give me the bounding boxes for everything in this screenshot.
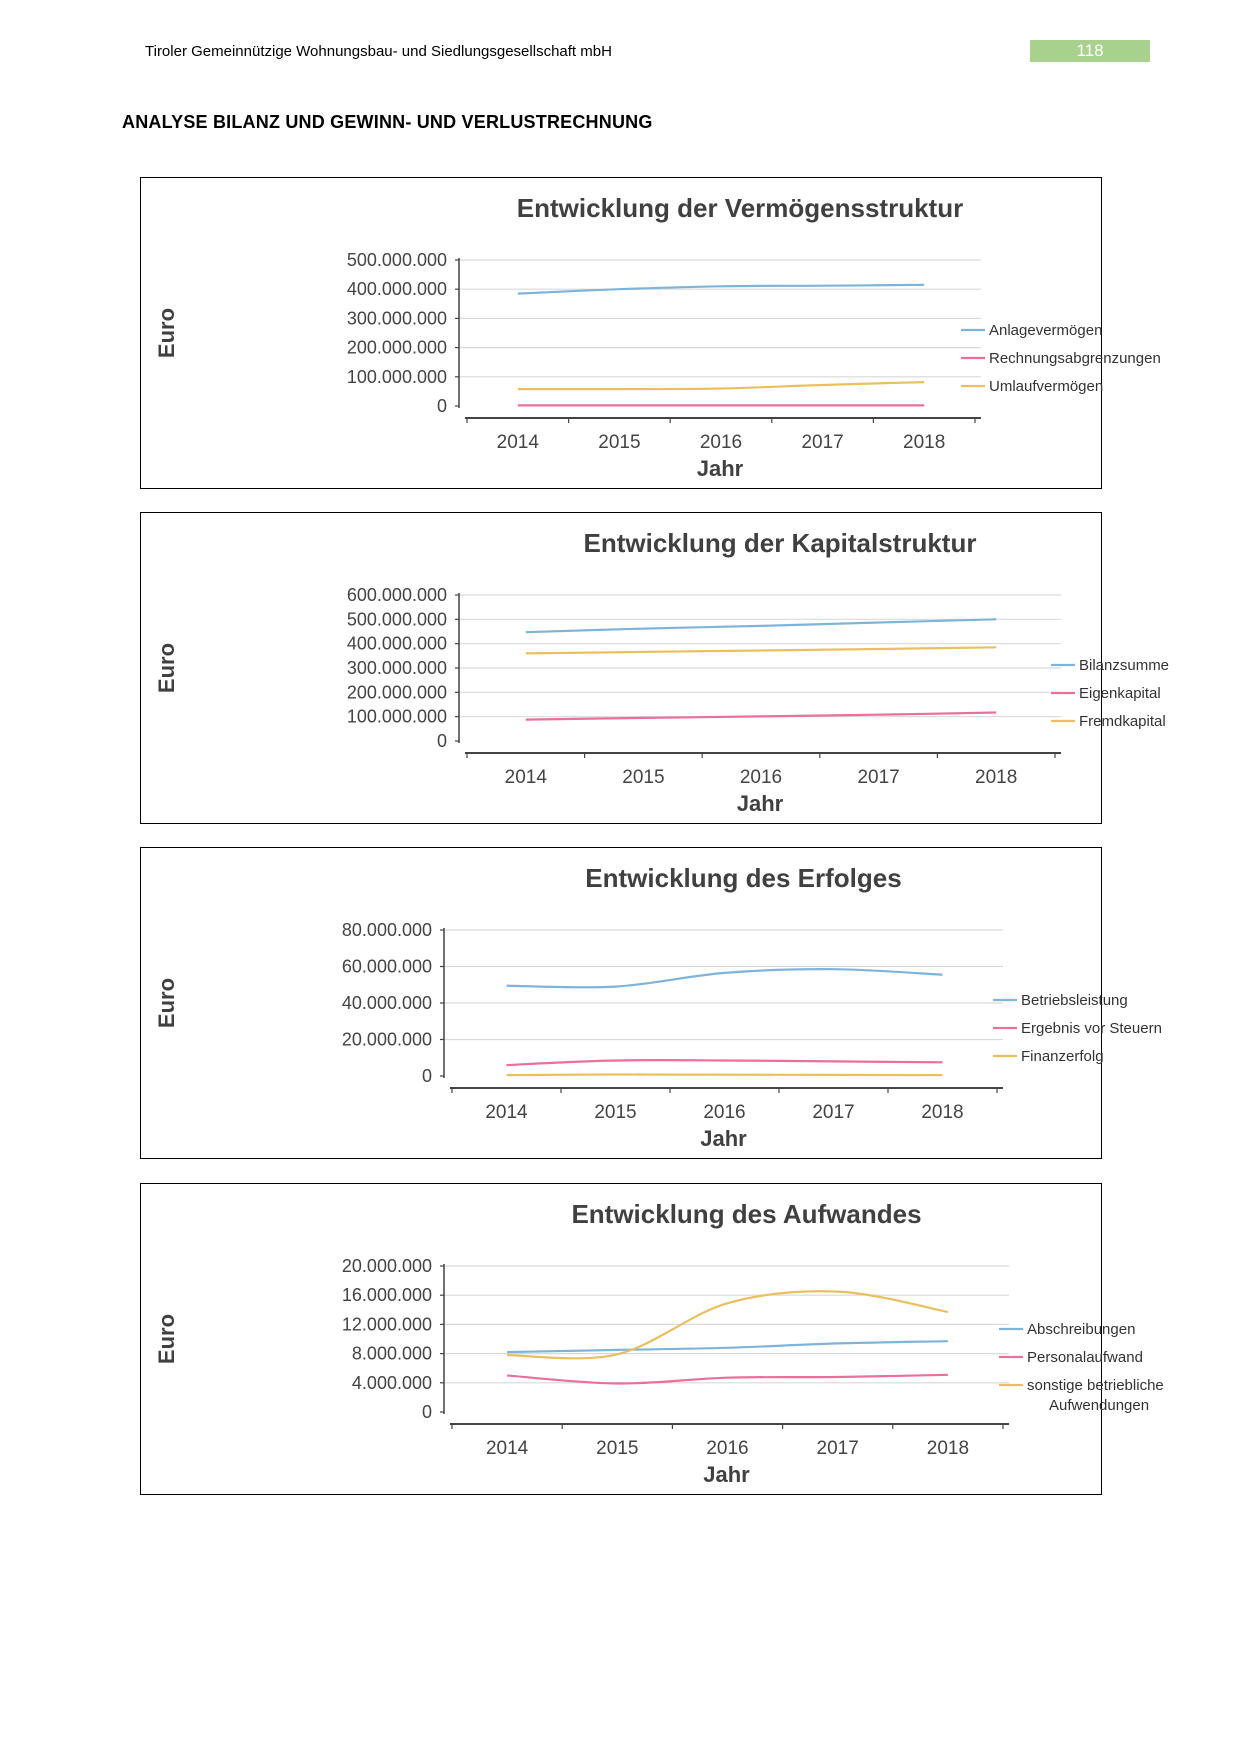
- legend-label: Eigenkapital: [1079, 685, 1161, 702]
- page-header: [145, 40, 1150, 64]
- y-tick-label: 60.000.000: [341, 956, 432, 977]
- x-tick-label: 2015: [598, 432, 641, 453]
- chart-frame-aufwand: [140, 1183, 1164, 1495]
- legend-label: Rechnungsabgrenzungen: [989, 350, 1161, 367]
- y-tick-label: 12.000.000: [341, 1314, 432, 1335]
- series-line-2: [507, 1060, 943, 1065]
- y-axis-label: Euro: [154, 307, 179, 359]
- y-tick-label: 500.000.000: [346, 250, 447, 270]
- section-heading: ANALYSE BILANZ UND GEWINN- UND VERLUSTRECHNUNG: [122, 112, 653, 132]
- y-axis-label: Euro: [154, 1313, 179, 1365]
- y-tick-label: 80.000.000: [341, 920, 432, 940]
- legend-label: Ergebnis vor Steuern: [1021, 1020, 1162, 1037]
- x-tick-label: 2016: [739, 767, 783, 788]
- x-tick-label: 2017: [801, 432, 844, 453]
- y-tick-label: 0: [421, 1402, 432, 1422]
- y-tick-label: 20.000.000: [341, 1029, 432, 1050]
- y-tick-label: 20.000.000: [341, 1256, 432, 1276]
- x-tick-label: 2018: [926, 1438, 970, 1459]
- y-tick-label: 4.000.000: [351, 1372, 432, 1393]
- y-tick-label: 400.000.000: [346, 633, 447, 654]
- chart-title: Entwicklung der Vermögensstruktur: [516, 193, 964, 223]
- legend-label: Personalaufwand: [1027, 1349, 1143, 1366]
- y-axis-label: Euro: [154, 977, 179, 1029]
- series-line-3: [507, 1075, 943, 1076]
- y-tick-label: 200.000.000: [346, 337, 447, 358]
- chart-svg: [141, 1184, 1164, 1496]
- x-tick-label: 2016: [706, 1438, 749, 1459]
- series-line-1: [507, 1341, 948, 1352]
- legend-label: Betriebsleistung: [1021, 992, 1128, 1009]
- x-tick-label: 2018: [975, 767, 1018, 788]
- y-tick-label: 8.000.000: [351, 1343, 432, 1364]
- chart-frame-kapitalstruktur: [140, 512, 1170, 824]
- chart-title: Entwicklung des Aufwandes: [571, 1199, 922, 1229]
- y-tick-label: 16.000.000: [341, 1285, 432, 1306]
- chart-svg: [141, 178, 1161, 490]
- x-tick-label: 2018: [921, 1102, 964, 1123]
- x-tick-label: 2014: [496, 432, 539, 453]
- chart-frame-erfolg: [140, 847, 1162, 1159]
- x-tick-label: 2014: [485, 1102, 528, 1123]
- header-company-name: Tiroler Gemeinnützige Wohnungsbau- und Siedlungsgesellschaft mbH: [145, 43, 612, 60]
- y-tick-label: 0: [436, 731, 447, 751]
- x-tick-label: 2014: [485, 1438, 529, 1459]
- x-axis-label: Jahr: [700, 1126, 747, 1151]
- series-line-3: [518, 382, 924, 389]
- chart-title: Entwicklung der Kapitalstruktur: [583, 528, 977, 558]
- x-tick-label: 2016: [699, 432, 743, 453]
- x-tick-label: 2015: [622, 767, 665, 788]
- legend-label: Finanzerfolg: [1021, 1048, 1104, 1065]
- y-tick-label: 400.000.000: [346, 279, 447, 300]
- y-tick-label: 200.000.000: [346, 682, 447, 703]
- chart-frame-vermoegensstruktur: [140, 177, 1161, 489]
- x-axis-label: Jahr: [736, 791, 784, 816]
- y-tick-label: 40.000.000: [341, 993, 432, 1013]
- y-tick-label: 0: [436, 396, 447, 416]
- x-axis-label: Jahr: [696, 456, 744, 481]
- x-tick-label: 2016: [703, 1102, 746, 1123]
- y-tick-label: 600.000.000: [346, 585, 447, 605]
- y-tick-label: 300.000.000: [346, 658, 447, 678]
- x-tick-label: 2014: [504, 767, 547, 788]
- x-tick-label: 2017: [812, 1102, 855, 1123]
- series-line-1: [526, 619, 996, 632]
- x-tick-label: 2017: [857, 767, 900, 788]
- series-line-3: [526, 647, 996, 653]
- y-tick-label: 100.000.000: [346, 706, 447, 727]
- x-tick-label: 2015: [596, 1438, 639, 1459]
- x-axis-label: Jahr: [703, 1462, 750, 1487]
- series-line-2: [526, 713, 996, 720]
- chart-title: Entwicklung des Erfolges: [585, 863, 902, 893]
- legend-label: Umlaufvermögen: [989, 378, 1104, 395]
- page-number-badge: 118: [1030, 40, 1150, 62]
- y-tick-label: 100.000.000: [346, 366, 447, 387]
- y-tick-label: 500.000.000: [346, 609, 447, 630]
- legend-label: sonstige betriebliche Aufwendungen: [1027, 1377, 1164, 1414]
- x-tick-label: 2018: [903, 432, 946, 453]
- chart-svg: [141, 513, 1170, 825]
- y-tick-label: 300.000.000: [346, 308, 447, 329]
- y-tick-label: 0: [421, 1066, 432, 1086]
- chart-svg: [141, 848, 1162, 1160]
- legend-label: Abschreibungen: [1027, 1321, 1136, 1338]
- series-line-1: [507, 969, 943, 987]
- legend-label: Bilanzsumme: [1079, 657, 1170, 674]
- x-tick-label: 2015: [594, 1102, 637, 1123]
- x-tick-label: 2017: [816, 1438, 859, 1459]
- y-axis-label: Euro: [154, 642, 179, 694]
- legend-label: Anlagevermögen: [989, 322, 1103, 339]
- legend-label: Fremdkapital: [1079, 713, 1166, 730]
